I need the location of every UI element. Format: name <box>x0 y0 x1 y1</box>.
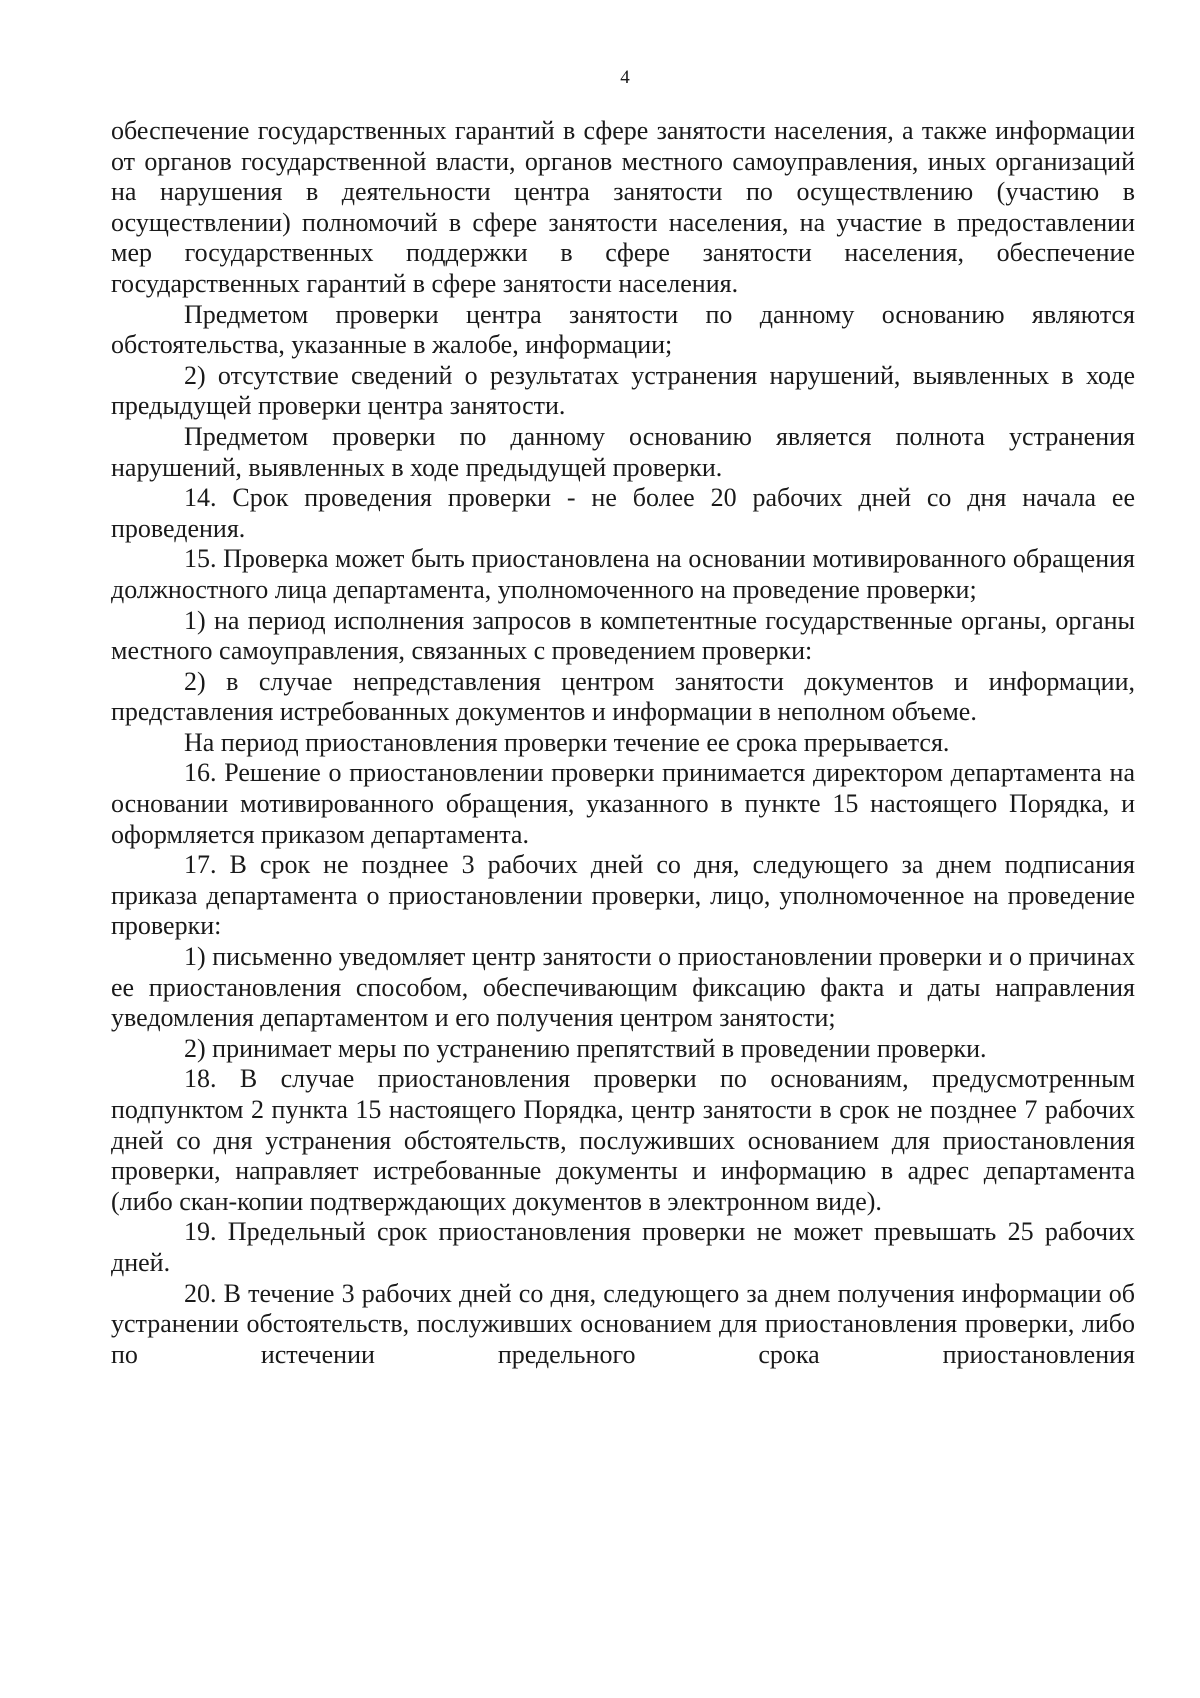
paragraph: обеспечение государственных гарантий в сфере занятости населения, а также информации от органов государственной власти, органов местного самоуправления, иных организаций на нарушения в деятельности центра занятости по осуществлению (участию в осуществлении) полномочий в сфере занятости населения, на участие в предоставлении мер государственных поддержки в сфере занятости населения, обеспечение государственных гарантий в сфере занятости населения. <box>111 116 1135 298</box>
paragraph: Предметом проверки по данному основанию является полнота устранения нарушений, выявленных в ходе предыдущей проверки. <box>111 421 1135 482</box>
paragraph: 1) на период исполнения запросов в компетентные государственные органы, органы местного самоуправления, связанных с проведением проверки: <box>111 605 1135 666</box>
paragraph: 16. Решение о приостановлении проверки принимается директором департамента на основании мотивированного обращения, указанного в пункте 15 настоящего Порядка, и оформляется приказом департамента. <box>111 758 1135 849</box>
paragraph: 2) принимает меры по устранению препятствий в проведении проверки. <box>184 1033 987 1063</box>
paragraph: 1) письменно уведомляет центр занятости о приостановлении проверки и о причинах ее приостановления способом, обеспечивающим фиксацию факта и даты направления уведомления департаментом и его получения центром занятости; <box>111 942 1135 1033</box>
document-body <box>111 116 1135 1370</box>
paragraph: Предметом проверки центра занятости по данному основанию являются обстоятельства, указанные в жалобе, информации; <box>111 299 1135 360</box>
paragraph: На период приостановления проверки течение ее срока прерывается. <box>184 727 950 757</box>
paragraph: 17. В срок не позднее 3 рабочих дней со дня, следующего за днем подписания приказа департамента о приостановлении проверки, лицо, уполномоченное на проведение проверки: <box>111 850 1135 941</box>
paragraph: 15. Проверка может быть приостановлена на основании мотивированного обращения должностного лица департамента, уполномоченного на проведение проверки; <box>111 544 1135 604</box>
paragraph: 14. Срок проведения проверки - не более 20 рабочих дней со дня начала ее проведения. <box>111 483 1135 543</box>
paragraph: 2) отсутствие сведений о результатах устранения нарушений, выявленных в ходе предыдущей проверки центра занятости. <box>111 360 1135 421</box>
paragraph: 18. В случае приостановления проверки по основаниям, предусмотренным подпунктом 2 пункта 15 настоящего Порядка, центр занятости в срок не позднее 7 рабочих дней со дня устранения обстоятельств, послуживших основанием для приостановления проверки, направляет истребованные документы и информацию в адрес департамента (либо скан-копии подтверждающих документов в электронном виде). <box>111 1064 1135 1216</box>
paragraph: 20. В течение 3 рабочих дней со дня, следующего за днем получения информации об устранении обстоятельств, послуживших основанием для приостановления проверки, либо по истечении предельного срока приостановления <box>111 1278 1135 1369</box>
paragraph: 19. Предельный срок приостановления проверки не может превышать 25 рабочих дней. <box>111 1217 1135 1277</box>
paragraph: 2) в случае непредставления центром занятости документов и информации, представления истребованных документов и информации в неполном объеме. <box>111 666 1135 727</box>
page-number: 4 <box>620 67 630 88</box>
